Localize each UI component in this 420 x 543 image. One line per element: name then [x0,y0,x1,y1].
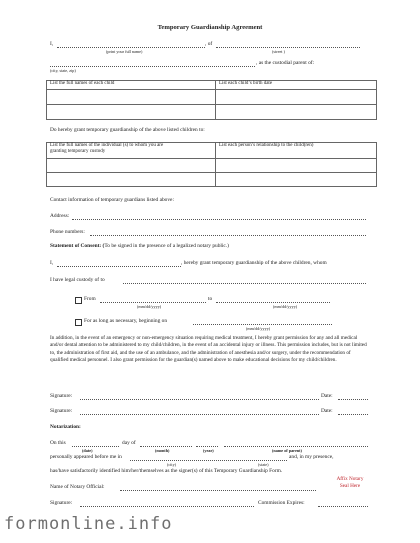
consent-name-field[interactable] [57,266,181,267]
address-field[interactable] [72,219,366,220]
phone-label: Phone numbers: [50,229,85,235]
medical-permission-paragraph: In addition, in the event of an emergency or non-emergency situation requiring medical treatment, I hereby grant permission for any and all medical and/or dental attention to be administered to my child/children, in the event of an accidental injury or illness. This permission includes, but is not limited to, the administration of first aid, and the use of an ambulance, and the administration of anesthesia and/or surgery, under the recommendation of qualified medical personnel. I also grant permission for the guardian(s) named above to make educational decisions for my child/children. [50,335,367,364]
guardian-relationship-header: List each person’s relationship to the child(ren) [216,143,377,159]
guardians-table [46,142,377,187]
notary-month-field[interactable] [140,446,192,447]
from-to-checkbox[interactable] [75,297,82,304]
affix-notary-line2: Seal Here [339,483,361,489]
signature-label: Signature: [50,408,73,414]
caption-from-date: (mm/dd/yyyy) [137,304,162,309]
address-label: Address: [50,213,70,219]
caption-notary-year: (year) [203,448,214,453]
affix-notary-line1: Affix Notary [336,476,364,482]
identified-signer-text: has/have satisfactorily identified him/her/themselves as the signer(s) of this Temporary Guardianship Form. [50,468,283,474]
caption-notary-state: (state) [258,462,269,467]
child-name-cell[interactable] [47,105,216,120]
notary-day-field[interactable] [72,446,119,447]
to-date-field[interactable] [216,302,330,303]
long-as-necessary-label: For as long as necessary, beginning on [84,318,168,324]
caption-notary-city: (city) [167,462,177,467]
caption-city-state-zip: (city, state, zip) [50,68,76,73]
caption-notary-date: (date) [82,448,93,453]
caption-notary-month: (month) [155,448,170,453]
guardian-relationship-cell[interactable] [216,159,377,173]
grant-guardianship-text: Do hereby grant temporary guardianship of the above listed children to: [50,127,205,133]
caption-full-name: (print your full name) [106,49,143,54]
consent-line2-text: I have legal custody of to [50,277,105,283]
from-date-field[interactable] [100,302,206,303]
caption-notary-parent: (name of parent) [272,448,302,453]
date-field-1[interactable] [338,399,368,400]
guardian-name-cell[interactable] [47,159,216,173]
notary-name-label: Name of Notary Official: [50,484,105,490]
watermark-text: formonline.info [4,514,173,534]
signature-label: Signature: [50,393,73,399]
consent-heading-note: To be signed in the presence of a legalized notary public.) [104,243,229,249]
custodial-parent-text: , as the custodial parent of: [256,60,315,66]
full-name-field[interactable] [57,47,205,48]
long-as-necessary-checkbox[interactable] [75,319,82,326]
on-this-text: On this [50,440,66,446]
children-table [46,80,377,120]
to-label: to [208,296,213,302]
notary-parent-field[interactable] [224,446,368,447]
signature-field-1[interactable] [80,399,319,400]
notary-city-state-field[interactable] [130,460,287,461]
commission-expires-field[interactable] [318,506,368,507]
child-birthdate-cell[interactable] [216,90,377,105]
children-name-header: List the full names of each child [47,81,216,90]
line1-prefix: I, [50,41,54,47]
consent-heading [50,243,229,249]
child-birthdate-cell[interactable] [216,105,377,120]
personally-appeared-text: personally appeared before me in [50,454,122,460]
line1-of: , of [205,41,213,47]
custody-field[interactable] [123,283,366,284]
children-birthdate-header: List each child’s birth date [216,81,377,90]
notary-signature-label: Signature: [50,500,73,506]
consent-line1-text: , hereby grant temporary guardianship of the above children, whom [181,260,327,266]
day-of-text: day of [122,440,136,446]
street-field[interactable] [216,47,360,48]
consent-line1-prefix: I, [50,260,54,266]
document-title: Temporary Guardianship Agreement [157,24,263,31]
date-label: Date: [321,393,333,399]
guardian-name-header [47,143,216,159]
notary-year-field[interactable] [196,446,218,447]
guardian-relationship-cell[interactable] [216,173,377,187]
guardian-name-header-line1: List the full names of the individual (s) to whom you are [50,143,164,148]
affix-notary-seal-box [326,476,374,490]
caption-street: (street ) [272,49,285,54]
commission-expires-label: Commission Expires: [258,500,305,506]
signature-field-2[interactable] [80,414,319,415]
in-my-presence-text: and, in my presence, [289,454,334,460]
notarization-heading: Notarization: [50,424,81,430]
caption-beginning-date: (mm/dd/yyyy) [246,326,271,331]
date-label: Date: [321,408,333,414]
date-field-2[interactable] [338,414,368,415]
caption-to-date: (mm/dd/yyyy) [273,304,298,309]
city-state-zip-field[interactable] [50,66,255,67]
notary-name-field[interactable] [120,490,316,491]
contact-info-heading: Contact information of temporary guardians listed above: [50,197,174,203]
guardian-name-header-line2: granting temporary custody [50,149,106,154]
from-label: From [84,296,96,302]
child-name-cell[interactable] [47,90,216,105]
consent-heading-bold: Statement of Consent: ( [50,243,105,249]
beginning-date-field[interactable] [193,324,332,325]
phone-field[interactable] [90,235,366,236]
notary-signature-field[interactable] [80,506,254,507]
guardian-name-cell[interactable] [47,173,216,187]
